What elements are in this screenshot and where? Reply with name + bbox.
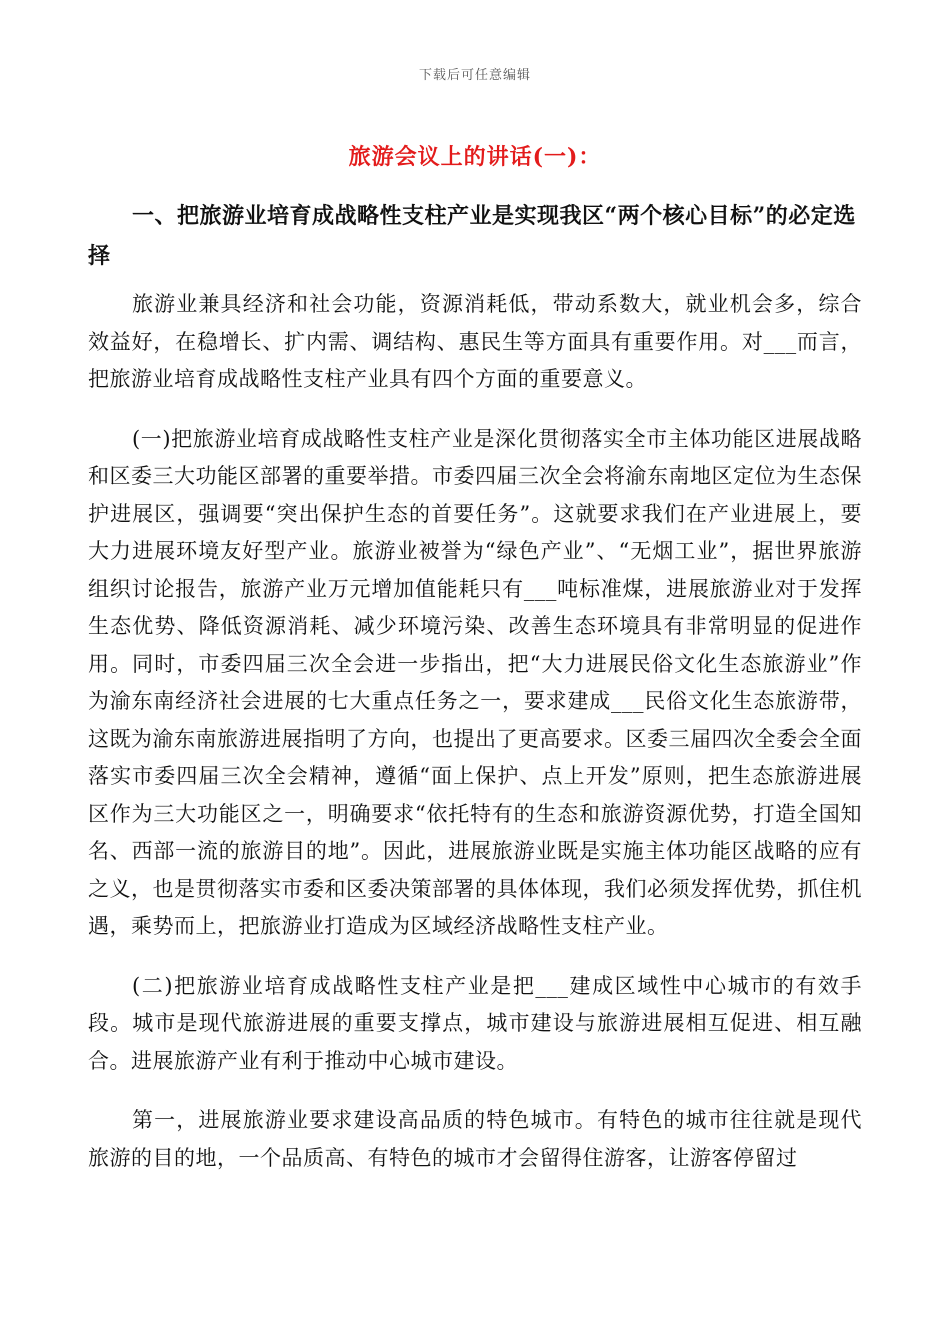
paragraph-4: 第一，进展旅游业要求建设高品质的特色城市。有特色的城市往往就是现代旅游的目的地，一个品质高、有特色的城市才会留得住游客，让游客停留过 xyxy=(88,1108,862,1170)
paragraph-1: 旅游业兼具经济和社会功能，资源消耗低，带动系数大，就业机会多，综合效益好，在稳增长、扩内需、调结构、惠民生等方面具有重要作用。对___而言，把旅游业培育成战略性支柱产业具有四个方面的重要意义。 xyxy=(88,292,862,391)
paragraph-3: (二)把旅游业培育成战略性支柱产业是把___建成区域性中心城市的有效手段。城市是现代旅游进展的重要支撑点，城市建设与旅游进展相互促进、相互融合。进展旅游产业有利于推动中心城市建设。 xyxy=(88,973,862,1073)
paragraph-2: (一)把旅游业培育成战略性支柱产业是深化贯彻落实全市主体功能区进展战略和区委三大功能区部署的重要举措。市委四届三次全会将渝东南地区定位为生态保护进展区，强调要“突出保护生态的首要任务”。这就要求我们在产业进展上，要大力进展环境友好型产业。旅游业被誉为“绿色产业”、“无烟工业”，据世界旅游组织讨论报告，旅游产业万元增加值能耗只有___吨标准煤，进展旅游业对于发挥生态优势、降低资源消耗、减少环境污染、改善生态环境具有非常明显的促进作用。同时，市委四届三次全会进一步指出，把“大力进展民俗文化生态旅游业”作为渝东南经济社会进展的七大重点任务之一，要求建成___民俗文化生态旅游带，这既为渝东南旅游进展指明了方向，也提出了更高要求。区委三届四次全委会全面落实市委四届三次全会精神，遵循“面上保护、点上开发”原则，把生态旅游进展区作为三大功能区之一，明确要求“依托特有的生态和旅游资源优势，打造全国知名、西部一流的旅游目的地”。因此，进展旅游业既是实施主体功能区战略的应有之义，也是贯彻落实市委和区委决策部署的具体体现，我们必须发挥优势，抓住机遇，乘势而上，把旅游业打造成为区域经济战略性支柱产业。 xyxy=(88,426,862,938)
document-body xyxy=(88,286,862,1199)
section-heading: 一、把旅游业培育成战略性支柱产业是实现我区“两个核心目标”的必定选择 xyxy=(88,203,856,269)
document-title: 旅游会议上的讲话(一)： xyxy=(348,144,602,170)
header-note: 下载后可任意编辑 xyxy=(418,68,531,83)
